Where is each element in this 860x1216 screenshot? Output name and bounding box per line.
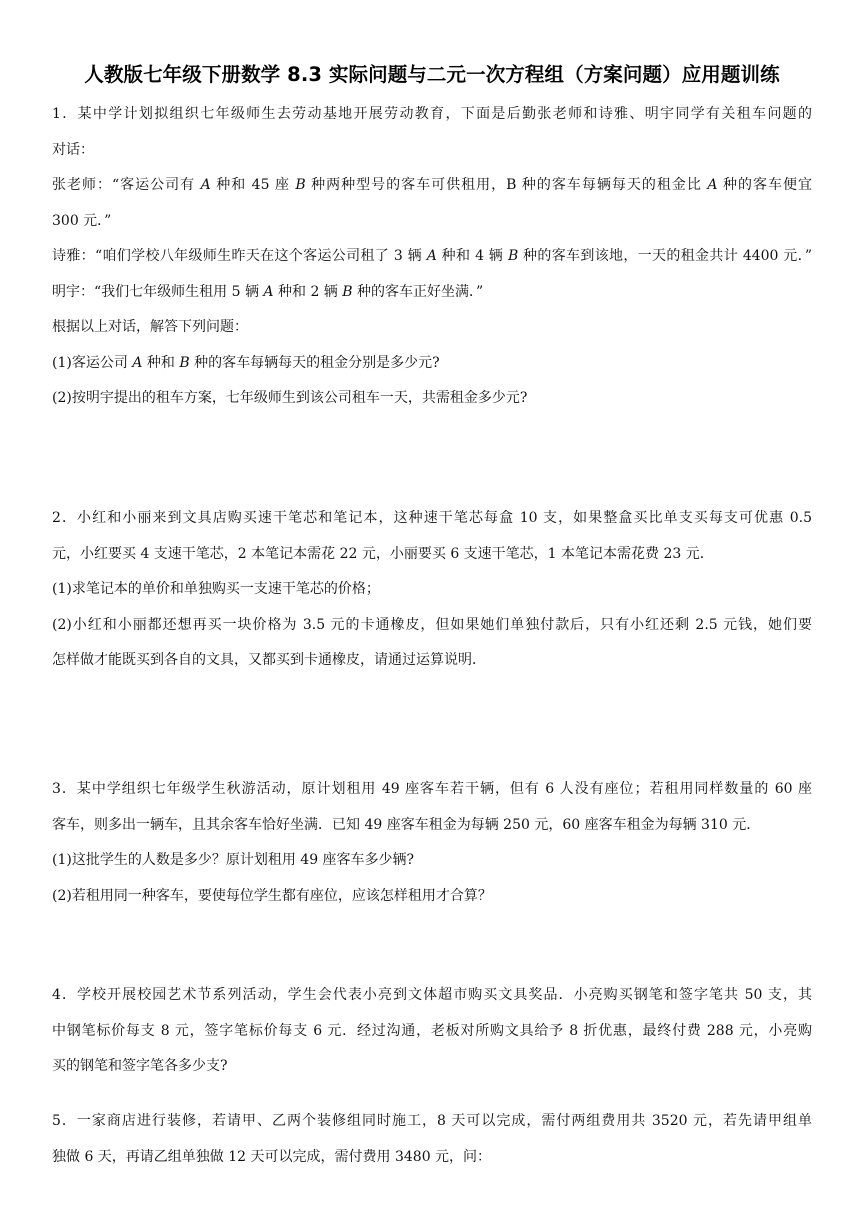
problem-2-question: (1)求笔记本的单价和单独购买一支速干笔芯的价格； — [52, 581, 380, 597]
problem-5-line: 独做 6 天，再请乙组单独做 12 天可以完成，需付费用 3480 元，问： — [52, 1148, 492, 1165]
problem-5 — [52, 1111, 812, 1182]
problem-1-line: 明宇：“我们七年级师生租用 5 辆 A 种和 2 辆 B 种的客车正好坐满．” — [52, 283, 484, 300]
problem-4-line: 买的钢笔和签字笔各多少支? — [52, 1058, 228, 1074]
problem-4-line: 4．学校开展校园艺术节系列活动，学生会代表小亮到文体超市购买文具奖品．小亮购买钢笔和签字笔共 50 支，其 — [52, 987, 812, 1003]
problem-3 — [52, 779, 812, 921]
problem-3-line: 3．某中学组织七年级学生秋游活动，原计划租用 49 座客车若干辆，但有 6 人没有座位；若租用同样数量的 60 座 — [52, 781, 812, 797]
problem-1-line: 1．某中学计划拟组织七年级师生去劳动基地开展劳动教育，下面是后勤张老师和诗雅、明宇同学有关租车问题的 — [52, 106, 812, 122]
problem-2-line: 元，小红要买 4 支速干笔芯，2 本笔记本需花 22 元，小丽要买 6 支速干笔芯，1 本笔记本需花费 23 元． — [52, 545, 714, 562]
problem-1-line: 张老师：“客运公司有 A 种和 45 座 B 种两种型号的客车可供租用，B 种的客车每辆每天的租金比 A 种的客车便宜 — [52, 177, 812, 193]
problem-3-question: (1)这批学生的人数是多少？原计划租用 49 座客车多少辆? — [52, 852, 415, 868]
problem-5-line: 5．一家商店进行装修，若请甲、乙两个装修组同时施工，8 天可以完成，需付两组费用共 3520 元，若先请甲组单 — [52, 1113, 812, 1129]
problem-1 — [52, 104, 812, 424]
problem-3-question: (2)若租用同一种客车，要使每位学生都有座位，应该怎样租用才合算？ — [52, 887, 492, 904]
problem-2 — [52, 508, 812, 686]
document-title: 人教版七年级下册数学 8.3 实际问题与二元一次方程组（方案问题）应用题训练 — [84, 63, 780, 86]
problem-2-question: (2)小红和小丽都还想再买一块价格为 3.5 元的卡通橡皮，但如果她们单独付款后，只有小红还剩 2.5 元钱，她们要 — [52, 616, 812, 633]
problem-3-line: 客车，则多出一辆车，且其余客车恰好坐满．已知 49 座客车租金为每辆 250 元，60 座客车租金为每辆 310 元． — [52, 816, 761, 833]
problem-1-line: 诗雅：“咱们学校八年级师生昨天在这个客运公司租了 3 辆 A 种和 4 辆 B 种的客车到该地，一天的租金共计 4400 元．” — [52, 248, 812, 264]
problem-4 — [52, 985, 812, 1092]
problem-1-line: 根据以上对话，解答下列问题： — [52, 319, 248, 335]
problem-1-question: (2)按明宇提出的租车方案，七年级师生到该公司租车一天，共需租金多少元? — [52, 390, 528, 406]
problem-2-line: 怎样做才能既买到各自的文具，又都买到卡通橡皮，请通过运算说明． — [52, 652, 486, 668]
problem-4-line: 中钢笔标价每支 8 元，签字笔标价每支 6 元．经过沟通，老板对所购文具给予 8 折优惠，最终付费 288 元，小亮购 — [52, 1022, 812, 1039]
problem-1-line: 300 元．” — [52, 212, 112, 229]
problem-1-line: 对话： — [52, 141, 94, 158]
problem-2-line: 2．小红和小丽来到文具店购买速干笔芯和笔记本，这种速干笔芯每盒 10 支，如果整盒买比单支买每支可优惠 0.5 — [52, 510, 812, 526]
problem-1-question: (1)客运公司 A 种和 B 种的客车每辆每天的租金分别是多少元? — [52, 354, 440, 371]
